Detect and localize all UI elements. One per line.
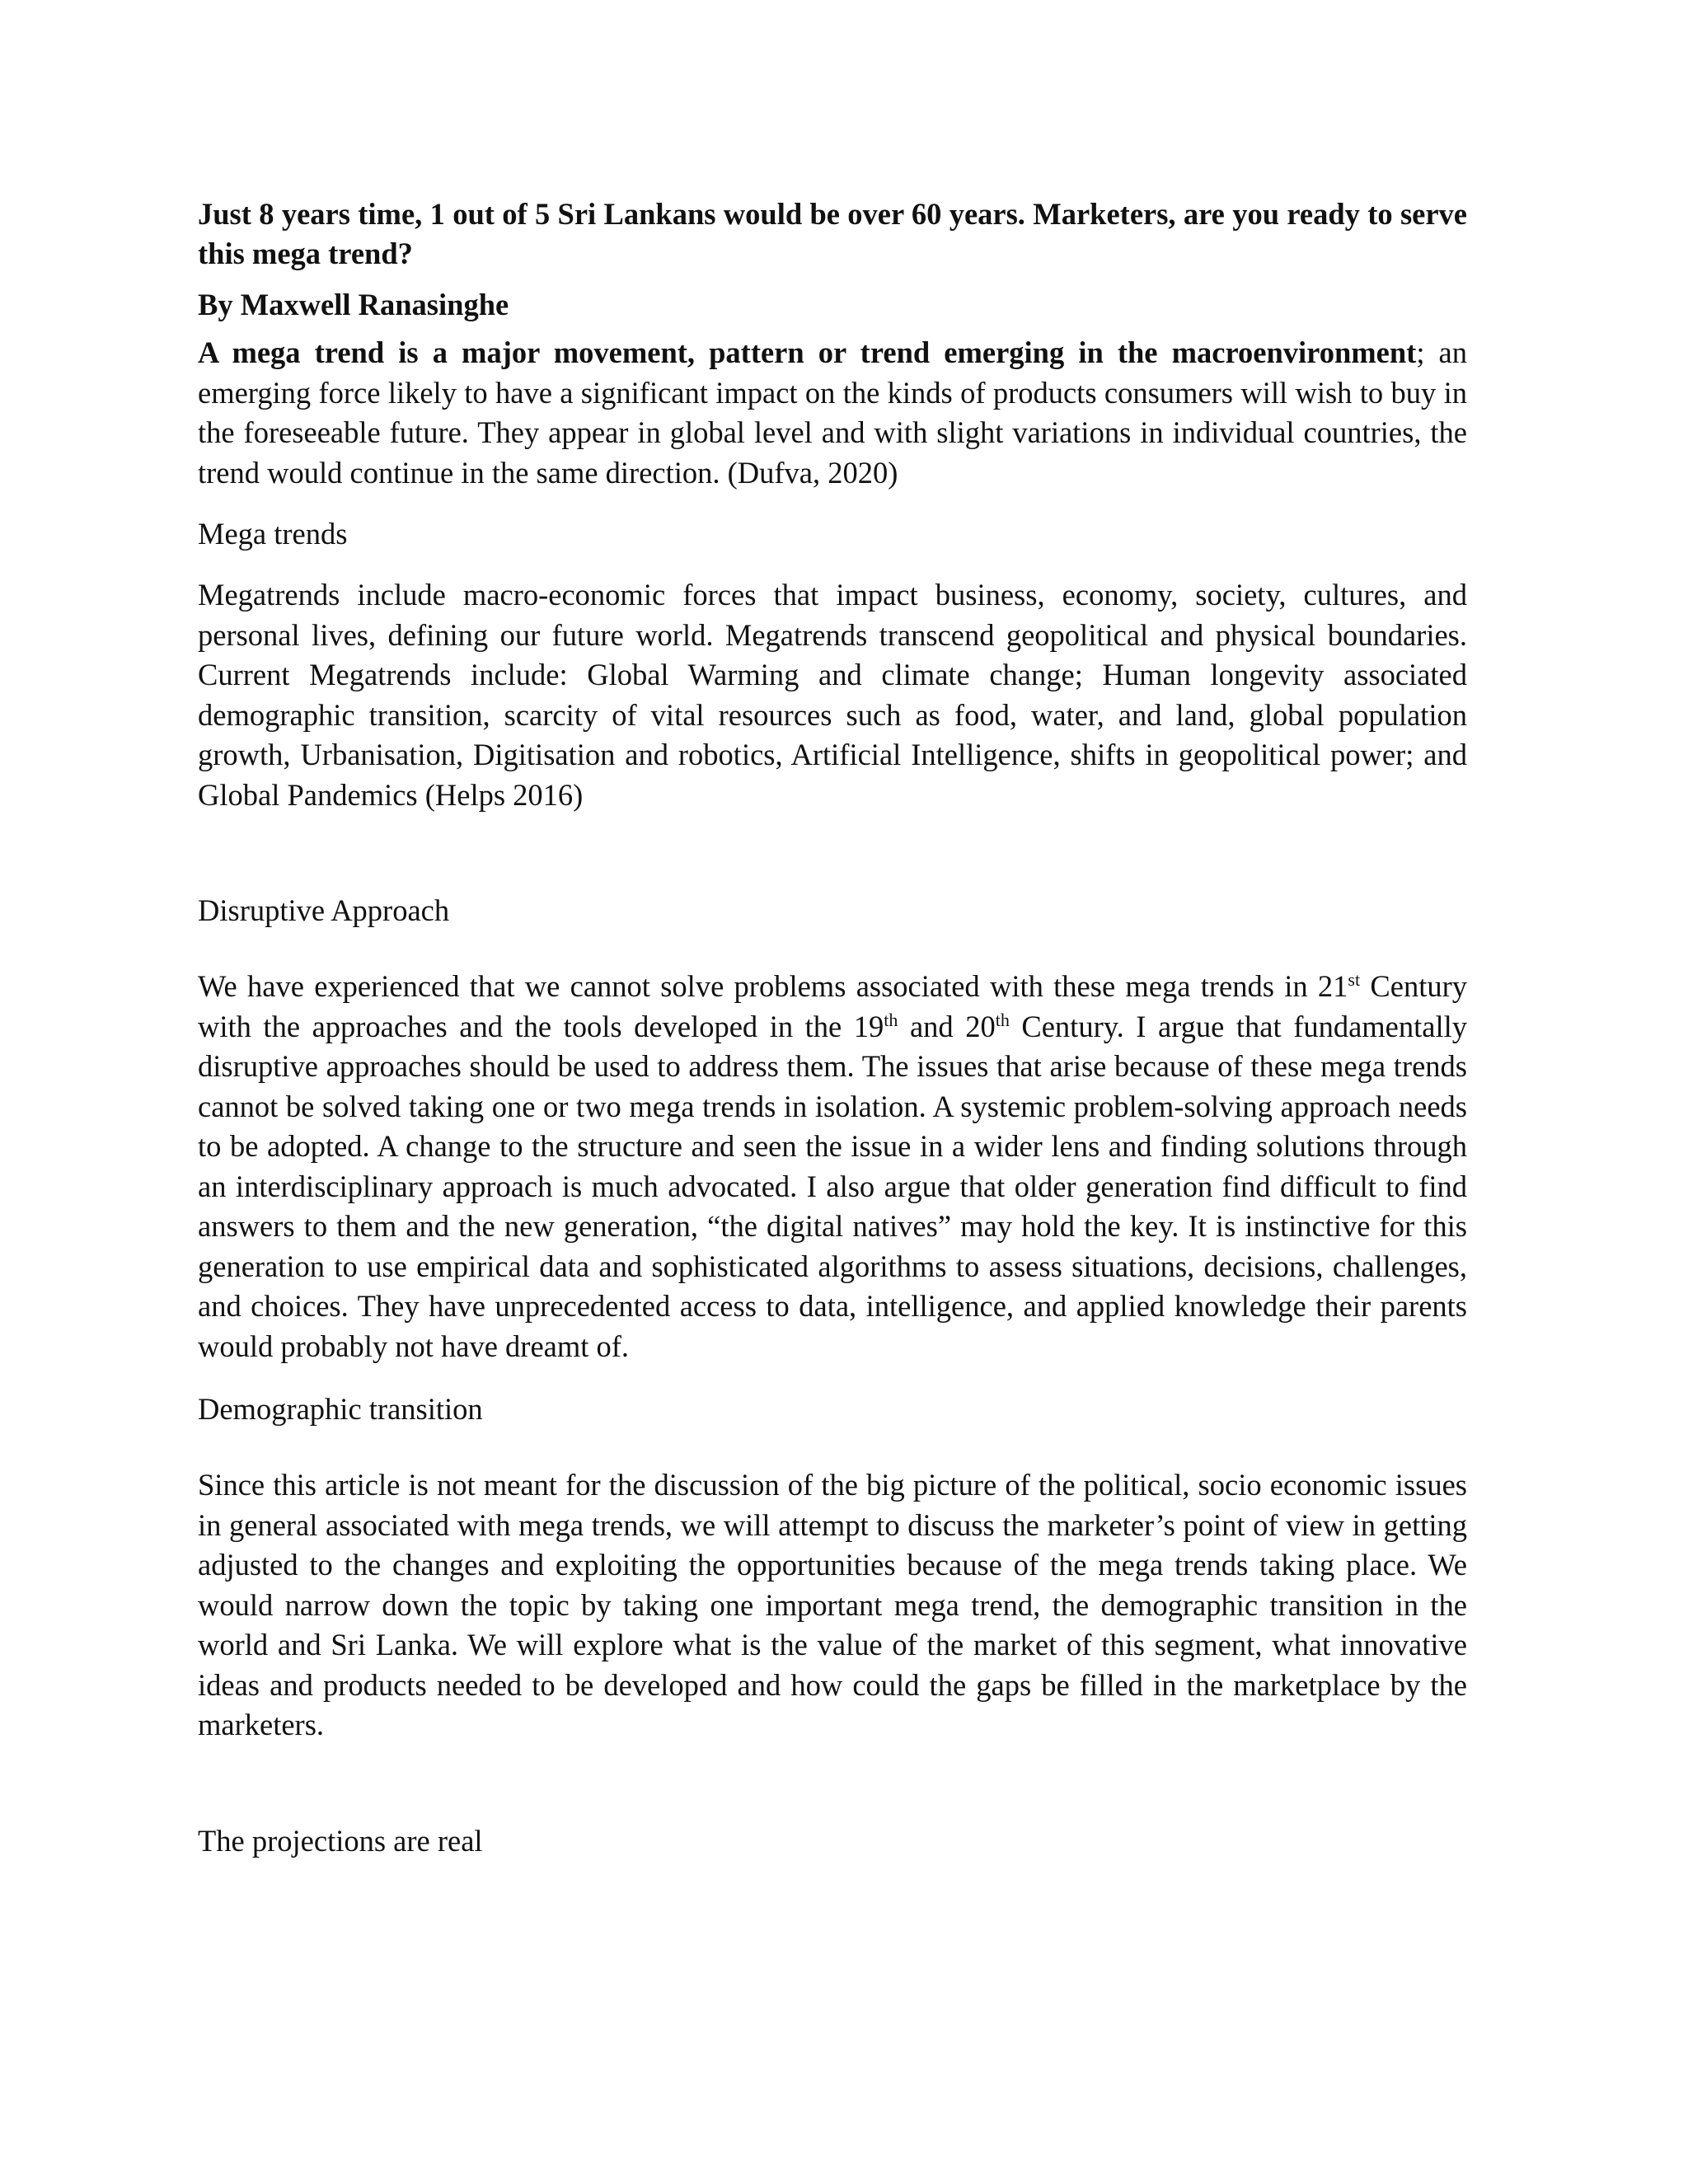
document-page bbox=[198, 194, 1467, 1882]
section-heading-mega-trends: Mega trends bbox=[198, 517, 348, 551]
article-byline: By Maxwell Ranasinghe bbox=[198, 288, 509, 321]
section-body-disruptive-approach bbox=[198, 967, 1467, 1366]
superscript-th-20: th bbox=[995, 1009, 1010, 1030]
section-body-mega-trends: Megatrends include macro-economic forces that impact business, economy, society, cultures, and personal lives, defining our future world. Megatrends transcend geopolitical and physical boundaries. Current Megatrends include: Global Warming and climate change; Human longevity associated demographic transition, scarcity of vital resources such as food, water, and land, global population growth, Urbanisation, Digitisation and robotics, Artificial Intelligence, shifts in geopolitical power; and Global Pandemics (Helps 2016) bbox=[198, 578, 1467, 812]
superscript-st: st bbox=[1348, 968, 1361, 990]
superscript-th-19: th bbox=[884, 1009, 898, 1030]
section-heading-projections: The projections are real bbox=[198, 1823, 483, 1858]
article-title: Just 8 years time, 1 out of 5 Sri Lankans would be over 60 years. Marketers, are you ready to serve this mega trend? bbox=[198, 197, 1467, 270]
disruptive-text-part3: and 20 bbox=[898, 1009, 996, 1043]
disruptive-text-part4: Century. I argue that fundamentally disruptive approaches should be used to address them. The issues that arise because of these mega trends cannot be solved taking one or two mega trends in isolation. A systemic problem-solving approach needs to be adopted. A change to the structure and seen the issue in a wider lens and finding solutions through an interdisciplinary approach is much advocated. I also argue that older generation find difficult to find answers to them and the new generation, “the digital natives” may hold the key. It is instinctive for this generation to use empirical data and sophisticated algorithms to assess situations, decisions, challenges, and choices. They have unprecedented access to data, intelligence, and applied knowledge their parents would probably not have dreamt of. bbox=[198, 1009, 1468, 1363]
disruptive-text-part1: We have experienced that we cannot solve problems associated with these mega trends in 21 bbox=[198, 969, 1348, 1003]
section-heading-disruptive-approach: Disruptive Approach bbox=[198, 893, 450, 927]
section-body-demographic-transition: Since this article is not meant for the discussion of the big picture of the political, socio economic issues in general associated with mega trends, we will attempt to discuss the marketer’s point of view in getting adjusted to the changes and exploiting the opportunities because of the mega trends taking place. We would narrow down the topic by taking one important mega trend, the demographic transition in the world and Sri Lanka. We will explore what is the value of the market of this segment, what innovative ideas and products needed to be developed and how could the gaps be filled in the marketplace by the marketers. bbox=[198, 1468, 1467, 1741]
disruptive-text-part2: Century with the approaches and the tools developed in the 19 bbox=[198, 969, 1467, 1043]
intro-definition-bold: A mega trend is a major movement, pattern or trend emerging in the macroenvironment bbox=[198, 335, 1417, 369]
blank-line bbox=[198, 837, 1467, 891]
intro-paragraph bbox=[198, 333, 1467, 493]
intro-definition-rest: ; an emerging force likely to have a significant impact on the kinds of products consumers will wish to buy in the foreseeable future. They appear in global level and with slight variations in individual countries, the trend would continue in the same direction. (Dufva, 2020) bbox=[198, 335, 1468, 490]
section-heading-demographic-transition: Demographic transition bbox=[198, 1392, 483, 1426]
blank-line bbox=[198, 1767, 1467, 1821]
